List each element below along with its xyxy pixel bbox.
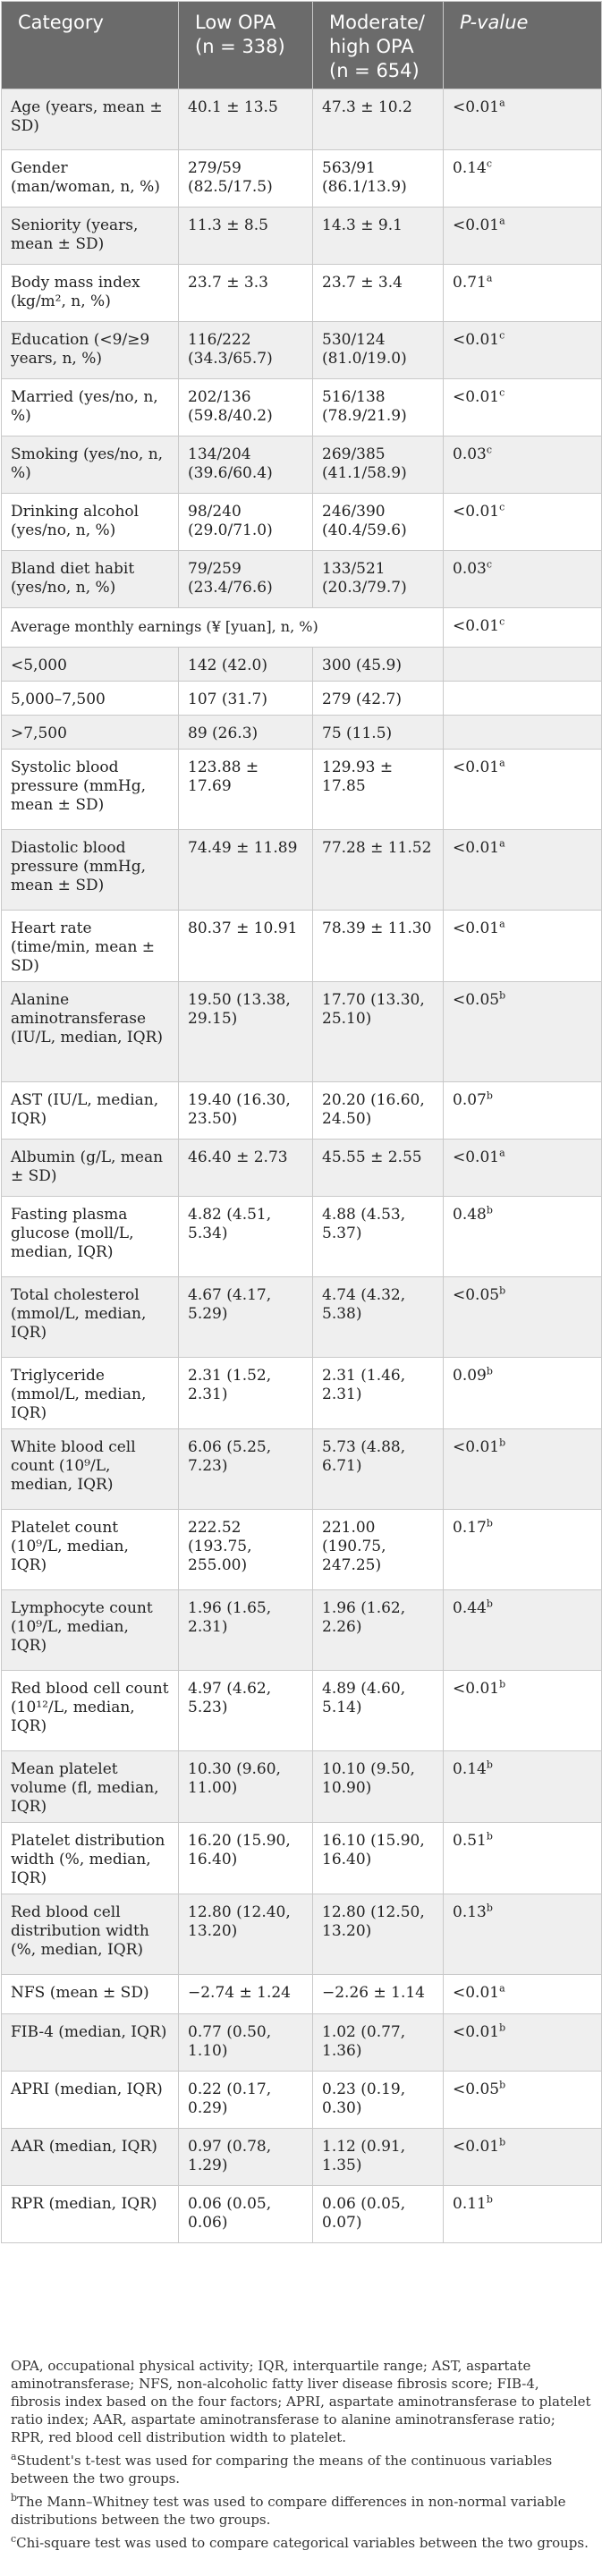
category-cell: Diastolic blood pressure (mmHg, mean ± SD): [2, 830, 179, 911]
p-value-cell: 0.11$^b$: [444, 2186, 602, 2243]
test-footnote-mark: b: [499, 1678, 506, 1690]
low-opa-cell: 19.50 (13.38, 29.15): [179, 982, 313, 1082]
low-opa-cell: 98/240 (29.0/71.0): [179, 494, 313, 551]
category-cell: APRI (median, IQR): [2, 2072, 179, 2129]
table-row: [2, 750, 602, 830]
moderate-high-opa-cell: 78.39 ± 11.30: [313, 911, 444, 982]
table-row: [2, 2129, 602, 2186]
category-cell: White blood cell count (10⁹/L, median, IQR): [2, 1429, 179, 1510]
table-row: [2, 2186, 602, 2243]
test-footnote-mark: b: [486, 2193, 493, 2206]
test-footnote-mark: b: [486, 1902, 493, 1914]
table-row: [2, 911, 602, 982]
test-footnote-mark: a: [486, 272, 493, 284]
category-cell: FIB-4 (median, IQR): [2, 2014, 179, 2072]
category-cell: Average monthly earnings (¥ [yuan], n, %): [2, 608, 444, 648]
moderate-high-opa-cell: 563/91 (86.1/13.9): [313, 150, 444, 208]
p-value-cell: <0.05$^b$: [444, 2072, 602, 2129]
category-cell: Total cholesterol (mmol/L, median, IQR): [2, 1277, 179, 1358]
p-value-cell: <0.01$^c$: [444, 379, 602, 436]
table-row: [2, 1751, 602, 1823]
table-row: [2, 379, 602, 436]
moderate-high-opa-cell: 269/385 (41.1/58.9): [313, 436, 444, 494]
test-footnote-mark: c: [499, 386, 505, 399]
p-value-cell: 0.14$^c$: [444, 150, 602, 208]
moderate-high-opa-cell: 17.70 (13.30, 25.10): [313, 982, 444, 1082]
moderate-high-opa-cell: 0.23 (0.19, 0.30): [313, 2072, 444, 2129]
p-value-cell: <0.01$^c$: [444, 494, 602, 551]
table-row: [2, 830, 602, 911]
test-footnote-mark: b: [486, 1597, 493, 1610]
characteristics-table: [1, 1, 602, 2243]
moderate-high-opa-cell: 1.12 (0.91, 1.35): [313, 2129, 444, 2186]
moderate-high-opa-cell: 0.06 (0.05, 0.07): [313, 2186, 444, 2243]
moderate-high-opa-cell: 12.80 (12.50, 13.20): [313, 1894, 444, 1975]
p-value-cell: <0.01$^a$: [444, 1975, 602, 2014]
p-value-cell: <0.01$^a$: [444, 1140, 602, 1197]
table-row: [2, 2072, 602, 2129]
table-row: [2, 1975, 602, 2014]
low-opa-cell: 279/59 (82.5/17.5): [179, 150, 313, 208]
table-body: [2, 89, 602, 2243]
low-opa-cell: 142 (42.0): [179, 648, 313, 682]
category-cell: >7,500: [2, 716, 179, 750]
low-opa-cell: 74.49 ± 11.89: [179, 830, 313, 911]
low-opa-cell: 23.7 ± 3.3: [179, 265, 313, 322]
moderate-high-opa-cell: 10.10 (9.50, 10.90): [313, 1751, 444, 1823]
low-opa-cell: 6.06 (5.25, 7.23): [179, 1429, 313, 1510]
header-low-opa: Low OPA (n = 338): [179, 2, 313, 89]
test-footnote-mark: b: [499, 989, 506, 1002]
category-cell: RPR (median, IQR): [2, 2186, 179, 2243]
p-value-cell: [444, 682, 602, 716]
test-footnote-mark: b: [486, 1365, 493, 1377]
low-opa-cell: 46.40 ± 2.73: [179, 1140, 313, 1197]
low-opa-cell: 0.22 (0.17, 0.29): [179, 2072, 313, 2129]
test-footnote-mark: b: [486, 1089, 493, 1102]
moderate-high-opa-cell: 47.3 ± 10.2: [313, 89, 444, 150]
table-row: [2, 1894, 602, 1975]
low-opa-cell: 12.80 (12.40, 13.20): [179, 1894, 313, 1975]
category-cell: Albumin (g/L, mean ± SD): [2, 1140, 179, 1197]
category-cell: Platelet count (10⁹/L, median, IQR): [2, 1510, 179, 1590]
p-value-cell: 0.07$^b$: [444, 1082, 602, 1140]
p-value-cell: 0.71$^a$: [444, 265, 602, 322]
table-row: [2, 150, 602, 208]
moderate-high-opa-cell: 129.93 ± 17.85: [313, 750, 444, 830]
table-row: [2, 682, 602, 716]
p-value-cell: [444, 648, 602, 682]
p-value-cell: <0.01$^a$: [444, 911, 602, 982]
moderate-high-opa-cell: 300 (45.9): [313, 648, 444, 682]
category-cell: Red blood cell distribution width (%, median, IQR): [2, 1894, 179, 1975]
table-row: [2, 1590, 602, 1671]
p-value-cell: 0.44$^b$: [444, 1590, 602, 1671]
low-opa-cell: 0.97 (0.78, 1.29): [179, 2129, 313, 2186]
test-footnote-mark: c: [499, 329, 505, 342]
category-cell: Triglyceride (mmol/L, median, IQR): [2, 1358, 179, 1429]
table-header-row: [2, 2, 602, 89]
p-value-cell: 0.14$^b$: [444, 1751, 602, 1823]
table-row: [2, 551, 602, 608]
table-row: [2, 982, 602, 1082]
moderate-high-opa-cell: 1.02 (0.77, 1.36): [313, 2014, 444, 2072]
category-cell: Seniority (years, mean ± SD): [2, 208, 179, 265]
category-cell: Mean platelet volume (fl, median, IQR): [2, 1751, 179, 1823]
table-row: [2, 1197, 602, 1277]
p-value-cell: [444, 716, 602, 750]
moderate-high-opa-cell: 221.00 (190.75, 247.25): [313, 1510, 444, 1590]
test-footnote-mark: b: [499, 1436, 506, 1449]
test-footnote-mark: b: [499, 2079, 506, 2091]
header-category: Category: [2, 2, 179, 89]
category-cell: Body mass index (kg/m², n, %): [2, 265, 179, 322]
table-row: [2, 436, 602, 494]
low-opa-cell: 222.52 (193.75, 255.00): [179, 1510, 313, 1590]
test-footnote-mark: c: [499, 501, 505, 513]
p-value-cell: 0.09$^b$: [444, 1358, 602, 1429]
moderate-high-opa-cell: 20.20 (16.60, 24.50): [313, 1082, 444, 1140]
category-cell: AAR (median, IQR): [2, 2129, 179, 2186]
moderate-high-opa-cell: 75 (11.5): [313, 716, 444, 750]
p-value-cell: <0.01$^a$: [444, 830, 602, 911]
test-footnote-mark: c: [486, 558, 493, 571]
table-row: [2, 1429, 602, 1510]
test-footnote-mark: b: [486, 1204, 493, 1216]
test-footnote-mark: a: [499, 1982, 505, 1995]
low-opa-cell: 79/259 (23.4/76.6): [179, 551, 313, 608]
low-opa-cell: 116/222 (34.3/65.7): [179, 322, 313, 379]
test-footnote-mark: c: [486, 444, 493, 456]
p-value-cell: 0.03$^c$: [444, 551, 602, 608]
table-row: [2, 89, 602, 150]
moderate-high-opa-cell: 45.55 ± 2.55: [313, 1140, 444, 1197]
header-moderate-high-opa: Moderate/ high OPA (n = 654): [313, 2, 444, 89]
test-footnote-mark: b: [486, 1758, 493, 1771]
low-opa-cell: 2.31 (1.52, 2.31): [179, 1358, 313, 1429]
category-cell: Heart rate (time/min, mean ± SD): [2, 911, 179, 982]
test-footnote-mark: a: [499, 97, 505, 109]
p-value-cell: 0.03$^c$: [444, 436, 602, 494]
p-value-cell: <0.01$^a$: [444, 750, 602, 830]
p-value-cell: <0.01$^c$: [444, 608, 602, 648]
test-footnote-mark: a: [499, 1147, 505, 1159]
moderate-high-opa-cell: 77.28 ± 11.52: [313, 830, 444, 911]
low-opa-cell: 0.77 (0.50, 1.10): [179, 2014, 313, 2072]
category-cell: Alanine aminotransferase (IU/L, median, IQR): [2, 982, 179, 1082]
category-cell: <5,000: [2, 648, 179, 682]
low-opa-cell: 107 (31.7): [179, 682, 313, 716]
low-opa-cell: 40.1 ± 13.5: [179, 89, 313, 150]
category-cell: Red blood cell count (10¹²/L, median, IQR): [2, 1671, 179, 1751]
table-row: [2, 716, 602, 750]
test-footnote-mark: a: [499, 918, 505, 930]
category-cell: AST (IU/L, median, IQR): [2, 1082, 179, 1140]
table-row: [2, 648, 602, 682]
p-value-cell: <0.05$^b$: [444, 982, 602, 1082]
table-row: [2, 1140, 602, 1197]
table-row: [2, 494, 602, 551]
moderate-high-opa-cell: 5.73 (4.88, 6.71): [313, 1429, 444, 1510]
low-opa-cell: 0.06 (0.05, 0.06): [179, 2186, 313, 2243]
moderate-high-opa-cell: 279 (42.7): [313, 682, 444, 716]
moderate-high-opa-cell: 14.3 ± 9.1: [313, 208, 444, 265]
footnote-a: $^a$Student's t-test was used for comparing the means of the continuous variables between the two groups.: [11, 2451, 553, 2487]
table-row: [2, 1823, 602, 1894]
table-row: [2, 2014, 602, 2072]
p-value-cell: <0.05$^b$: [444, 1277, 602, 1358]
p-value-cell: <0.01$^b$: [444, 1671, 602, 1751]
category-cell: Fasting plasma glucose (moll/L, median, IQR): [2, 1197, 179, 1277]
p-value-cell: 0.48$^b$: [444, 1197, 602, 1277]
p-value-cell: <0.01$^a$: [444, 208, 602, 265]
category-cell: NFS (mean ± SD): [2, 1975, 179, 2014]
category-cell: 5,000–7,500: [2, 682, 179, 716]
table-row: [2, 265, 602, 322]
table-row: [2, 608, 602, 648]
low-opa-cell: 16.20 (15.90, 16.40): [179, 1823, 313, 1894]
low-opa-cell: 134/204 (39.6/60.4): [179, 436, 313, 494]
abbreviations-note: OPA, occupational physical activity; IQR, interquartile range; AST, aspartate aminotransferase; NFS, non-alcoholic fatty liver disease fibrosis score; FIB-4, fibrosis index based on the four factors; APRI, aspartate aminotransferase to platelet ratio index; AAR, aspartate aminotransferase to alanine aminotransferase ratio; RPR, red blood cell distribution width to platelet.: [11, 2358, 591, 2445]
test-footnote-mark: a: [499, 757, 505, 769]
table-row: [2, 208, 602, 265]
moderate-high-opa-cell: 516/138 (78.9/21.9): [313, 379, 444, 436]
category-cell: Age (years, mean ± SD): [2, 89, 179, 150]
footnote-b: $^b$The Mann–Whitney test was used to compare differences in non-normal variable distributions between the two groups.: [11, 2492, 566, 2528]
category-cell: Platelet distribution width (%, median, IQR): [2, 1823, 179, 1894]
low-opa-cell: 10.30 (9.60, 11.00): [179, 1751, 313, 1823]
moderate-high-opa-cell: 530/124 (81.0/19.0): [313, 322, 444, 379]
test-footnote-mark: a: [499, 837, 505, 850]
low-opa-cell: 202/136 (59.8/40.2): [179, 379, 313, 436]
p-value-cell: 0.13$^b$: [444, 1894, 602, 1975]
moderate-high-opa-cell: 246/390 (40.4/59.6): [313, 494, 444, 551]
test-footnote-mark: c: [486, 157, 493, 170]
low-opa-cell: 4.82 (4.51, 5.34): [179, 1197, 313, 1277]
test-footnote-mark: a: [499, 215, 505, 227]
test-footnote-mark: b: [499, 1284, 506, 1297]
moderate-high-opa-cell: 4.89 (4.60, 5.14): [313, 1671, 444, 1751]
test-footnote-mark: b: [499, 2136, 506, 2148]
test-footnote-mark: b: [486, 1517, 493, 1530]
moderate-high-opa-cell: 2.31 (1.46, 2.31): [313, 1358, 444, 1429]
test-footnote-mark: b: [486, 1830, 493, 1843]
low-opa-cell: 123.88 ± 17.69: [179, 750, 313, 830]
low-opa-cell: 4.67 (4.17, 5.29): [179, 1277, 313, 1358]
p-value-cell: <0.01$^b$: [444, 2014, 602, 2072]
low-opa-cell: 1.96 (1.65, 2.31): [179, 1590, 313, 1671]
category-cell: Education (<9/≥9 years, n, %): [2, 322, 179, 379]
moderate-high-opa-cell: 16.10 (15.90, 16.40): [313, 1823, 444, 1894]
p-value-cell: 0.51$^b$: [444, 1823, 602, 1894]
category-cell: Systolic blood pressure (mmHg, mean ± SD): [2, 750, 179, 830]
footnote-c: $^c$Chi-square test was used to compare categorical variables between the two groups.: [11, 2533, 589, 2551]
moderate-high-opa-cell: 4.74 (4.32, 5.38): [313, 1277, 444, 1358]
category-cell: Smoking (yes/no, n, %): [2, 436, 179, 494]
low-opa-cell: 80.37 ± 10.91: [179, 911, 313, 982]
table-row: [2, 322, 602, 379]
table-footnotes: [11, 2357, 592, 2557]
low-opa-cell: −2.74 ± 1.24: [179, 1975, 313, 2014]
category-cell: Married (yes/no, n, %): [2, 379, 179, 436]
table-row: [2, 1358, 602, 1429]
category-cell: Drinking alcohol (yes/no, n, %): [2, 494, 179, 551]
low-opa-cell: 4.97 (4.62, 5.23): [179, 1671, 313, 1751]
low-opa-cell: 89 (26.3): [179, 716, 313, 750]
test-footnote-mark: b: [499, 2021, 506, 2034]
category-cell: Lymphocyte count (10⁹/L, median, IQR): [2, 1590, 179, 1671]
p-value-cell: <0.01$^b$: [444, 2129, 602, 2186]
p-value-cell: <0.01$^a$: [444, 89, 602, 150]
p-value-cell: <0.01$^b$: [444, 1429, 602, 1510]
header-p-value: P-value: [444, 2, 602, 89]
p-value-cell: 0.17$^b$: [444, 1510, 602, 1590]
low-opa-cell: 19.40 (16.30, 23.50): [179, 1082, 313, 1140]
table-row: [2, 1671, 602, 1751]
p-value-cell: <0.01$^c$: [444, 322, 602, 379]
moderate-high-opa-cell: 133/521 (20.3/79.7): [313, 551, 444, 608]
moderate-high-opa-cell: 1.96 (1.62, 2.26): [313, 1590, 444, 1671]
test-footnote-mark: c: [499, 615, 505, 628]
table-row: [2, 1277, 602, 1358]
low-opa-cell: 11.3 ± 8.5: [179, 208, 313, 265]
category-cell: Bland diet habit (yes/no, n, %): [2, 551, 179, 608]
moderate-high-opa-cell: 23.7 ± 3.4: [313, 265, 444, 322]
category-cell: Gender (man/woman, n, %): [2, 150, 179, 208]
table-row: [2, 1510, 602, 1590]
moderate-high-opa-cell: −2.26 ± 1.14: [313, 1975, 444, 2014]
table-row: [2, 1082, 602, 1140]
moderate-high-opa-cell: 4.88 (4.53, 5.37): [313, 1197, 444, 1277]
